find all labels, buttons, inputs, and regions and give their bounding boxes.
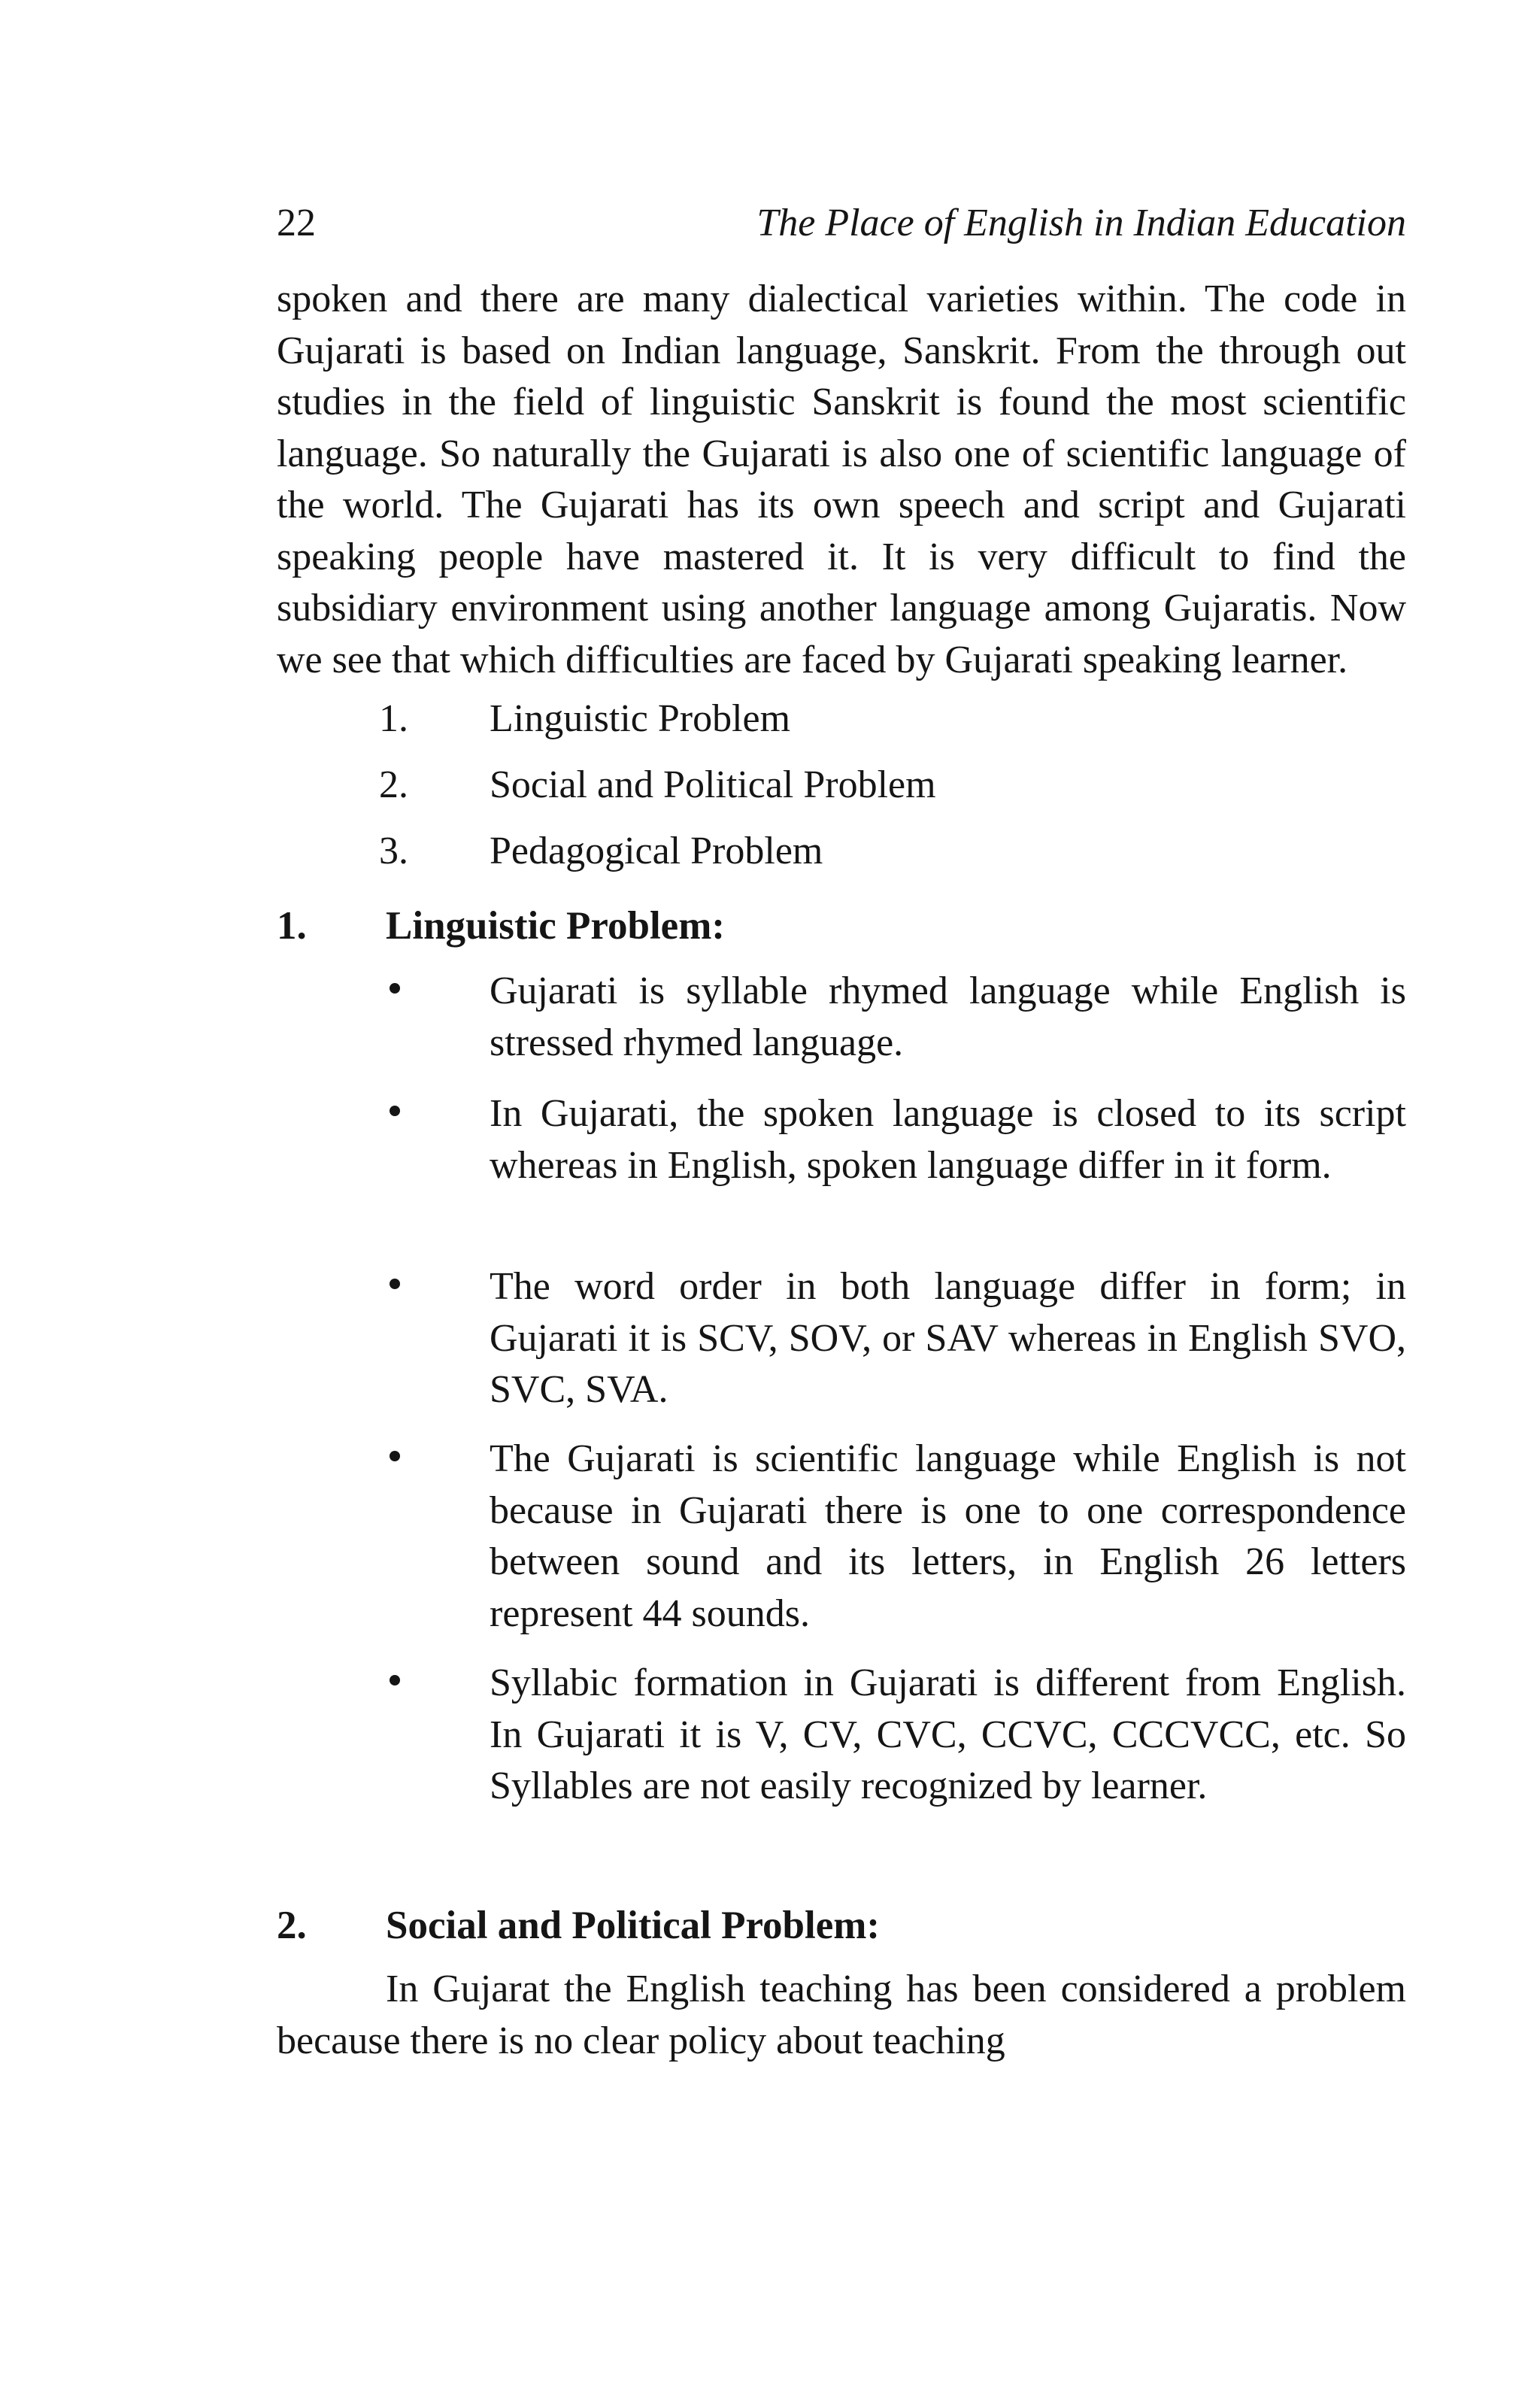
bullet-icon — [390, 1106, 400, 1116]
bullet-icon — [390, 983, 400, 994]
bullet-text: Gujarati is syllable rhymed language while English is stressed rhymed language. — [490, 969, 1406, 1064]
bullet-text: Syllabic formation in Gujarati is different from English. In Gujarati it is V, CV, CVC, CCVC, CCCVCC, etc. So Syllables are not easily recognized by learner. — [490, 1661, 1406, 1807]
list-item-number: 2. — [379, 763, 408, 806]
section-title: Linguistic Problem: — [386, 904, 725, 948]
bullet-icon — [390, 1279, 400, 1289]
bullet-icon — [390, 1675, 400, 1685]
section-title: Social and Political Problem: — [386, 1904, 881, 1947]
list-item-number: 3. — [379, 830, 408, 872]
list-item-label: Social and Political Problem — [490, 763, 936, 806]
bullet-icon — [390, 1451, 400, 1461]
page-header — [277, 197, 1406, 250]
intro-paragraph: spoken and there are many dialectical varieties within. The code in Gujarati is based on Indian language, Sanskrit. From the through out studies in the field of linguistic Sanskrit is found the most scientific language. So naturally the Gujarati is also one of scientific language of the world. The Gujarati has its own speech and script and Gujarati speaking people have mastered it. It is very difficult to find the subsidiary environment using another language among Gujaratis. Now we see that which difficulties are faced by Gujarati speaking learner. — [277, 278, 1406, 681]
bullet-text: The word order in both language differ in form; in Gujarati it is SCV, SOV, or SAV whereas in English SVO, SVC, SVA. — [490, 1265, 1406, 1411]
page-number: 22 — [277, 202, 316, 244]
section-number: 1. — [277, 904, 307, 948]
section-number: 2. — [277, 1904, 307, 1947]
bullet-text: In Gujarati, the spoken language is closed to its script whereas in English, spoken language differ in it form. — [490, 1092, 1406, 1187]
list-item-label: Linguistic Problem — [490, 697, 791, 740]
social-political-paragraph: In Gujarat the English teaching has been considered a problem because there is no clear policy about teaching — [277, 1968, 1406, 2062]
running-title: The Place of English in Indian Education — [756, 202, 1406, 244]
list-item-number: 1. — [379, 697, 408, 740]
page-body — [277, 274, 1406, 2062]
bullet-text: The Gujarati is scientific language while English is not because in Gujarati there is one to one correspondence between sound and its letters, in English 26 letters represent 44 sounds. — [490, 1437, 1406, 1635]
list-item-label: Pedagogical Problem — [490, 830, 823, 872]
